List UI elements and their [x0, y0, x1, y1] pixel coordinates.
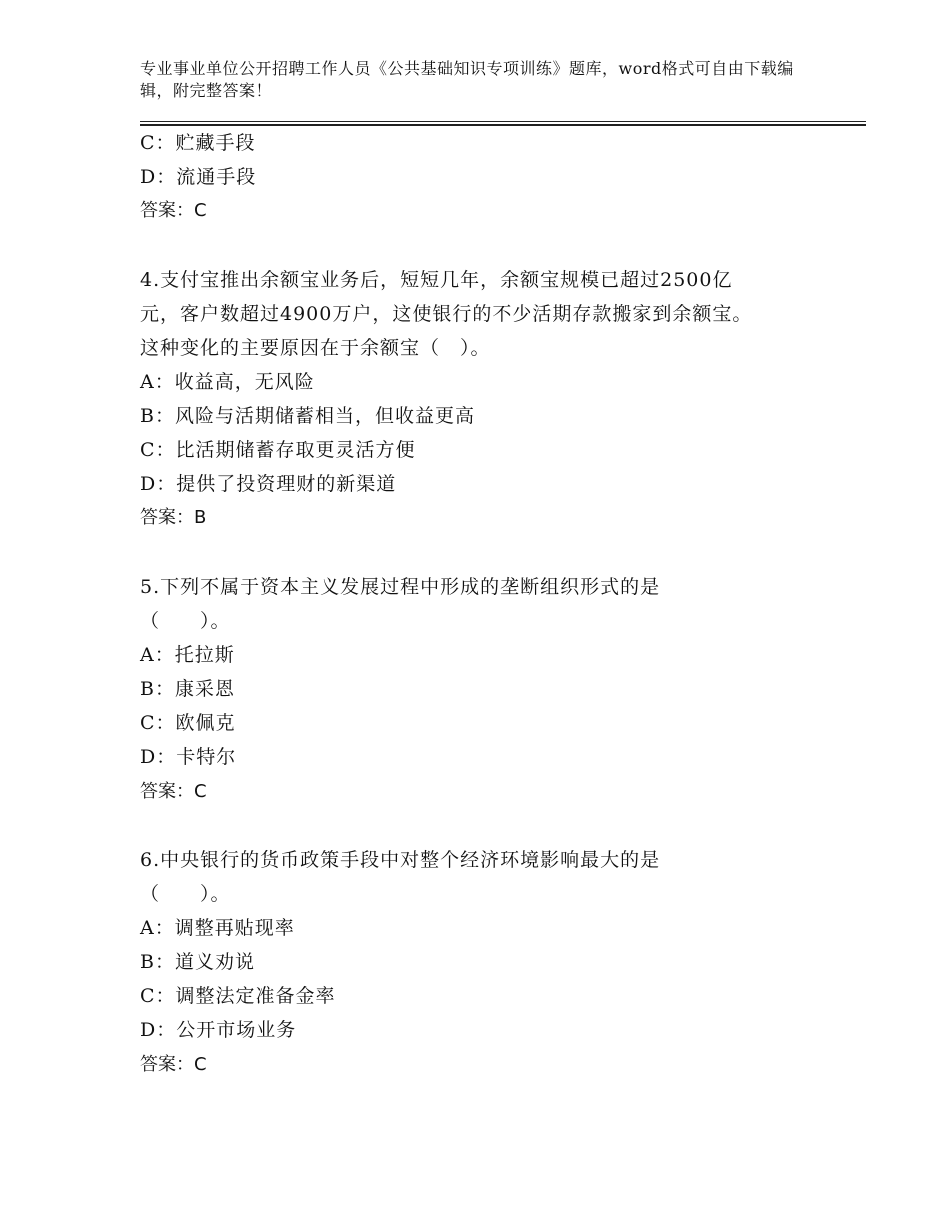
option-a: A：调整再贴现率 [140, 917, 295, 939]
question-5-line-2: （ ）。 [140, 610, 231, 632]
option-a: A：托拉斯 [140, 644, 235, 666]
option-d: D：公开市场业务 [140, 1019, 297, 1041]
answer: 答案：C [140, 200, 207, 221]
page-header: 专业事业单位公开招聘工作人员《公共基础知识专项训练》题库，word格式可自由下载编辑，附完整答案！ [140, 59, 794, 100]
option-d: D：卡特尔 [140, 746, 237, 768]
option-b: B：道义劝说 [140, 951, 255, 973]
header-rule [140, 121, 866, 122]
answer: 答案：B [140, 507, 207, 528]
option-b: B：康采恩 [140, 678, 235, 700]
question-4-line-3: 这种变化的主要原因在于余额宝（ ）。 [140, 337, 491, 359]
option-c: C：比活期储蓄存取更灵活方便 [140, 439, 416, 461]
header-rule-thick [140, 124, 866, 126]
option-d: D：流通手段 [140, 166, 257, 188]
question-4-line-1: 4.支付宝推出余额宝业务后，短短几年，余额宝规模已超过2500亿 [140, 269, 733, 291]
option-c: C：贮藏手段 [140, 132, 256, 154]
question-6-line-2: （ ）。 [140, 883, 231, 905]
question-5-line-1: 5.下列不属于资本主义发展过程中形成的垄断组织形式的是 [140, 576, 661, 598]
option-d: D：提供了投资理财的新渠道 [140, 473, 397, 495]
option-a: A：收益高，无风险 [140, 371, 315, 393]
option-c: C：欧佩克 [140, 712, 236, 734]
answer: 答案：C [140, 781, 207, 802]
question-4-line-2: 元，客户数超过4900万户，这使银行的不少活期存款搬家到余额宝。 [140, 303, 753, 325]
option-c: C：调整法定准备金率 [140, 985, 336, 1007]
option-b: B：风险与活期储蓄相当，但收益更高 [140, 405, 475, 427]
question-6-line-1: 6.中央银行的货币政策手段中对整个经济环境影响最大的是 [140, 849, 661, 871]
answer: 答案：C [140, 1054, 207, 1075]
